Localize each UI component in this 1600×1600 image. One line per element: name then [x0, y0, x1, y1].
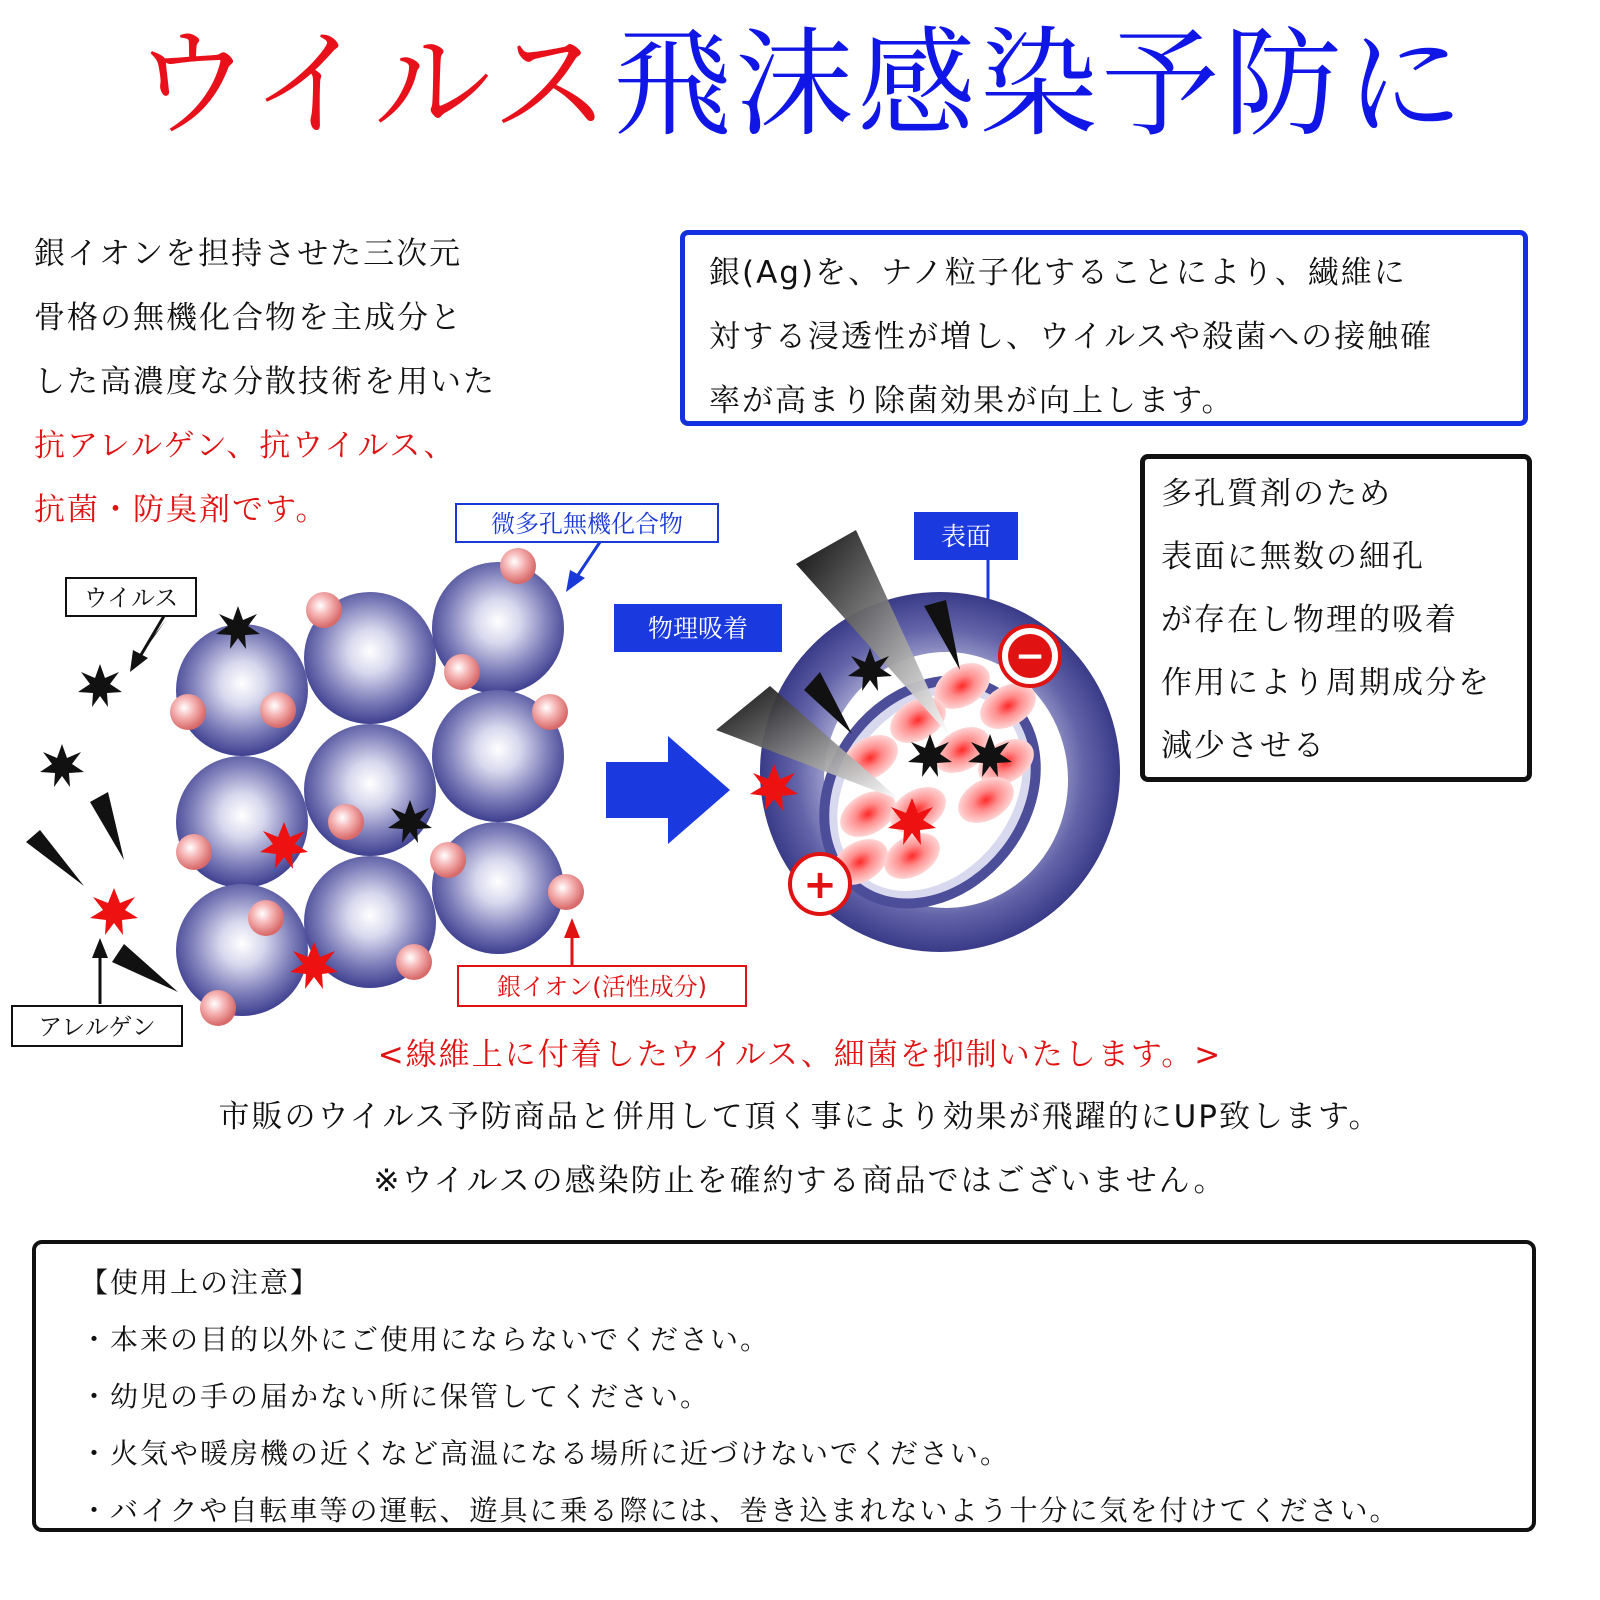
plus-badge — [790, 854, 850, 914]
intro-line: した高濃度な分散技術を用いた — [34, 364, 496, 400]
silver-line: 率が高まり除菌効果が向上します。 — [709, 383, 1235, 419]
silver-ion — [248, 900, 284, 936]
caution-box — [32, 1240, 1536, 1532]
porous-line: 多孔質剤のため — [1161, 476, 1392, 512]
silver-ion — [260, 692, 296, 728]
caution-item: ・本来の目的以外にご使用にならないでください。 — [80, 1323, 771, 1356]
label-surface-text: 表面 — [940, 522, 992, 551]
adsorption-diagram — [0, 500, 1600, 1060]
label-allergen-text: アレルゲン — [38, 1013, 156, 1041]
porous-particle — [716, 530, 1120, 952]
intro-red-line: 抗菌・防臭剤です。 — [34, 492, 329, 528]
silver-line: 対する浸透性が増し、ウイルスや殺菌への接触確 — [709, 319, 1434, 355]
caution-heading: 【使用上の注意】 — [80, 1266, 321, 1299]
silver-ion — [328, 804, 364, 840]
label-virus — [66, 578, 196, 672]
motion-wedge — [26, 830, 84, 886]
silver-ion — [170, 694, 206, 730]
silver-ion — [500, 548, 536, 584]
plus-symbol: + — [803, 862, 837, 908]
virus-icon — [78, 664, 122, 707]
motion-wedge — [90, 792, 124, 860]
caution-item: ・バイクや自転車等の運転、遊具に乗る際には、巻き込まれないよう十分に気を付けてください。 — [80, 1494, 1400, 1527]
silver-line: 銀(Ag)を、ナノ粒子化することにより、繊維に — [709, 255, 1407, 291]
label-virus-text: ウイルス — [83, 584, 179, 612]
silver-ion — [396, 944, 432, 980]
silver-ion — [430, 842, 466, 878]
silver-ion — [200, 990, 236, 1026]
usage-note: 市販のウイルス予防商品と併用して頂く事により効果が飛躍的にUP致します。 — [218, 1099, 1382, 1135]
label-adsorption — [614, 604, 782, 652]
intro-text — [34, 222, 496, 542]
caution-item: ・幼児の手の届かない所に保管してください。 — [80, 1380, 711, 1413]
sphere — [432, 822, 564, 954]
intro-line: 銀イオンを担持させた三次元 — [34, 236, 463, 272]
sphere — [176, 884, 308, 1016]
porous-line: 表面に無数の細孔 — [1161, 539, 1425, 575]
sphere — [176, 624, 308, 756]
silver-ion — [444, 654, 480, 690]
arrow-right-icon — [606, 736, 730, 844]
caution-item: ・火気や暖房機の近くなど高温になる場所に近づけないでください。 — [80, 1437, 1011, 1470]
virus-icon — [40, 744, 84, 787]
disclaimer-note: ※ウイルスの感染防止を確約する商品ではございません。 — [373, 1163, 1227, 1199]
motion-wedge — [112, 944, 178, 992]
minus-symbol: − — [1014, 636, 1046, 677]
page-title — [0, 14, 1600, 154]
silver-description-box — [680, 230, 1528, 426]
silver-ion — [532, 694, 568, 730]
label-silver-ion-text: 銀イオン(活性成分) — [496, 973, 708, 1001]
label-adsorption-text: 物理吸着 — [647, 614, 749, 643]
porous-line: 作用により周期成分を — [1161, 665, 1491, 701]
porous-line: が存在し物理的吸着 — [1161, 602, 1458, 638]
label-compound-text: 微多孔無機化合物 — [491, 510, 683, 538]
silver-ion — [306, 592, 342, 628]
silver-ion — [176, 834, 212, 870]
title-part-2: 飛沫感染予防に — [613, 15, 1468, 153]
intro-line: 骨格の無機化合物を主成分と — [34, 300, 463, 336]
minus-badge — [1000, 626, 1060, 686]
silver-ion — [548, 874, 584, 910]
porous-line: 減少させる — [1161, 728, 1326, 764]
allergen-icon — [90, 888, 138, 935]
title-part-1: ウイルス — [132, 15, 614, 153]
intro-red-line: 抗アレルゲン、抗ウイルス、 — [34, 428, 457, 464]
effect-caption: <線維上に付着したウイルス、細菌を抑制いたします。> — [377, 1037, 1223, 1073]
